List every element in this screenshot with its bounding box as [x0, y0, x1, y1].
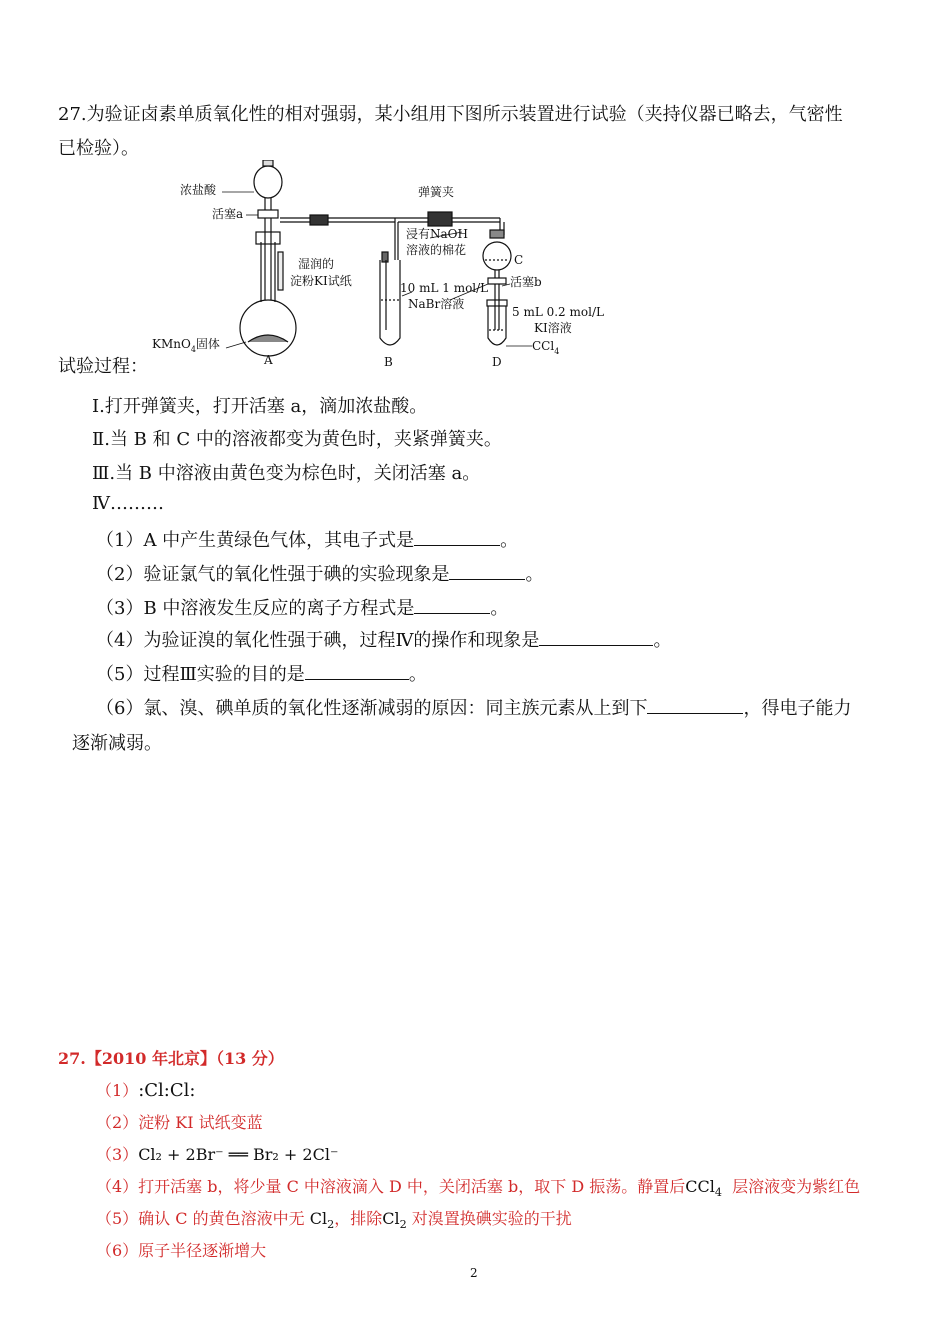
- apparatus-figure: [150, 160, 610, 375]
- answer-blank-3[interactable]: [414, 595, 490, 614]
- bulb-c: [483, 230, 511, 330]
- label-naoh-2: 溶液的棉花: [406, 243, 467, 257]
- label-stopcock-a: 活塞a: [212, 207, 244, 221]
- step-3: Ⅲ.当 B 中溶液由黄色变为棕色时，关闭活塞 a。: [92, 463, 481, 484]
- sub-question-6: （6）氯、溴、碘单质的氧化性逐渐减弱的原因：同主族元素从上到下 ，得电子能力: [96, 694, 851, 720]
- answer-blank-6[interactable]: [647, 695, 743, 714]
- answer-2: （2）淀粉 KI 试纸变蓝: [96, 1113, 263, 1132]
- answer-5: （5）确认 C 的黄色溶液中无 $Cl_2$，排除$Cl_2$ 对溴置换碘实验的干扰: [96, 1209, 572, 1232]
- flask-a: [240, 160, 504, 356]
- label-ki-2: KI溶液: [534, 321, 572, 335]
- label-d: D: [492, 355, 502, 369]
- label-c: C: [514, 253, 524, 267]
- page-number: 2: [470, 1266, 478, 1280]
- sub-question-3: （3）B 中溶液发生反应的离子方程式是 。: [96, 594, 508, 620]
- step-1: Ⅰ.打开弹簧夹，打开活塞 a，滴加浓盐酸。: [92, 396, 428, 417]
- label-spring-clip: 弹簧夹: [418, 185, 455, 199]
- ionic-equation: Cl₂ + 2Br⁻ ══ Br₂ + 2Cl⁻: [138, 1145, 339, 1164]
- label-b: B: [384, 355, 393, 369]
- label-ki-paper-2: 淀粉KI试纸: [290, 274, 352, 288]
- label-stopcock-b: 活塞b: [510, 275, 542, 289]
- process-title: 试验过程：: [58, 356, 148, 377]
- label-naoh-1: 浸有NaOH: [406, 227, 468, 241]
- label-nabr-2: NaBr溶液: [408, 297, 465, 311]
- answer-blank-2[interactable]: [449, 561, 525, 580]
- sub-question-6-line2: 逐渐减弱。: [72, 733, 162, 754]
- sub-question-2: （2）验证氯气的氧化性强于碘的实验现象是 。: [96, 560, 543, 586]
- label-kmno4: KMnO$_4$固体: [152, 337, 220, 354]
- question-intro-line2: 已检验）。: [58, 138, 139, 159]
- answer-blank-5[interactable]: [305, 661, 409, 680]
- answer-blank-4[interactable]: [539, 627, 653, 646]
- answer-6: （6）原子半径逐渐增大: [96, 1241, 267, 1260]
- step-4: Ⅳ………: [92, 493, 164, 514]
- label-a: A: [264, 353, 273, 367]
- question-intro-line1: 27.为验证卤素单质氧化性的相对强弱，某小组用下图所示装置进行试验（夹持仪器已略去，气密性: [58, 104, 843, 125]
- electron-formula: :Cl:Cl:: [138, 1080, 196, 1101]
- step-2: Ⅱ.当 B 和 C 中的溶液都变为黄色时，夹紧弹簧夹。: [92, 429, 502, 450]
- answer-1: （1）:Cl:Cl:: [96, 1080, 196, 1101]
- answer-3: （3）Cl₂ + 2Br⁻ ══ Br₂ + 2Cl⁻: [96, 1145, 339, 1164]
- test-tube-b: [380, 252, 400, 345]
- label-conc-hcl: 浓盐酸: [180, 183, 217, 197]
- label-ccl4: CCl$_4$: [532, 339, 560, 356]
- test-tube-d: [487, 300, 507, 345]
- label-ki-1: 5 mL 0.2 mol/L: [512, 305, 604, 319]
- label-nabr-1: 10 mL 1 mol/L: [400, 281, 489, 295]
- sub-question-4: （4）为验证溴的氧化性强于碘，过程Ⅳ的操作和现象是 。: [96, 626, 671, 652]
- answer-blank-1[interactable]: [414, 527, 500, 546]
- sub-question-1: （1）A 中产生黄绿色气体，其电子式是 。: [96, 526, 518, 552]
- answer-header: 27.【2010 年北京】（13 分）: [58, 1049, 284, 1068]
- label-ki-paper-1: 湿润的: [298, 257, 335, 271]
- sub-question-5: （5）过程Ⅲ实验的目的是 。: [96, 660, 427, 686]
- answer-4: （4）打开活塞 b，将少量 C 中溶液滴入 D 中，关闭活塞 b，取下 D 振荡。静置后CCl$_4$ 层溶液变为紫红色: [96, 1177, 861, 1200]
